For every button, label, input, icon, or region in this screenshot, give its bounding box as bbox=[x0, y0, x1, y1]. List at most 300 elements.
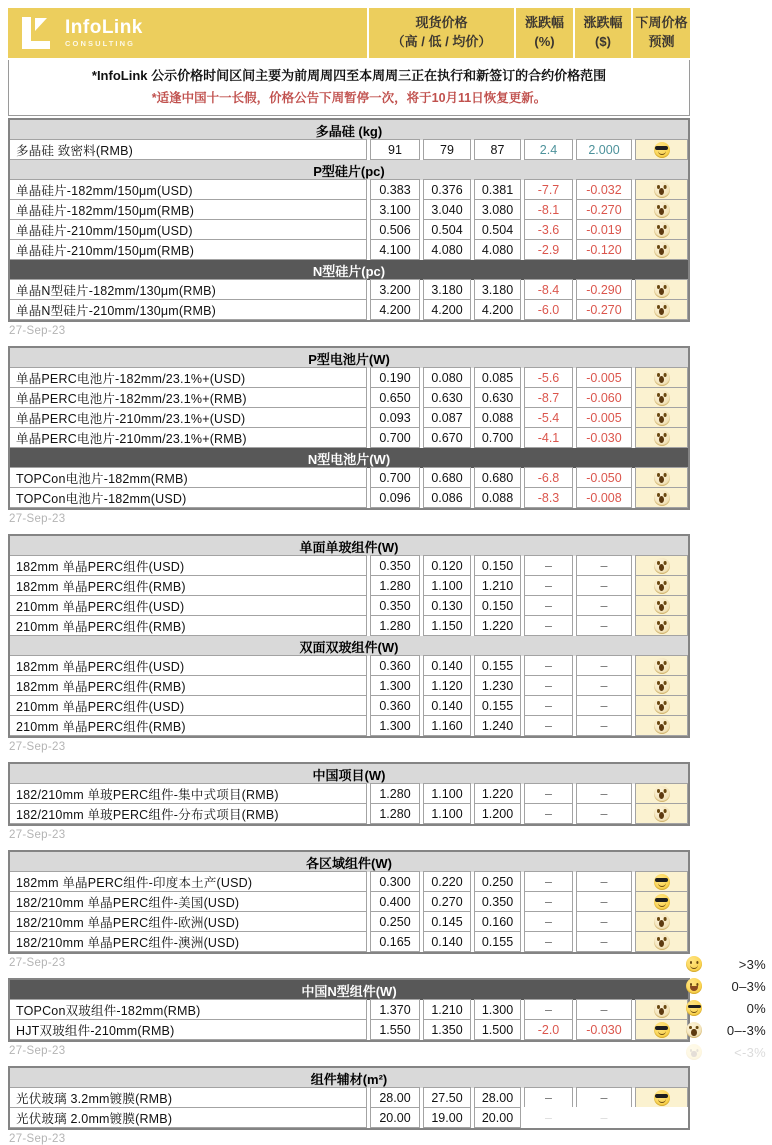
table-row bbox=[10, 279, 688, 300]
low-price-cell: 1.100 bbox=[423, 575, 471, 596]
infolink-logo-icon bbox=[22, 17, 56, 49]
change-pct-cell: – bbox=[524, 575, 573, 596]
low-price-cell: 4.200 bbox=[423, 299, 471, 320]
product-name-cell: 单晶硅片-182mm/150μm(USD) bbox=[10, 179, 367, 200]
avg-price-cell: 1.230 bbox=[474, 675, 521, 696]
table-row bbox=[10, 407, 688, 428]
avg-price-cell: 0.150 bbox=[474, 555, 521, 576]
avg-price-cell: 0.155 bbox=[474, 695, 521, 716]
high-price-cell: 1.370 bbox=[370, 999, 420, 1020]
sob-face-icon bbox=[686, 1044, 702, 1060]
forecast-cell bbox=[635, 695, 688, 716]
product-name-cell: 光伏玻璃 2.0mm镀膜(RMB) bbox=[10, 1107, 367, 1128]
scream-face-icon bbox=[654, 202, 670, 218]
change-usd-cell: – bbox=[576, 615, 632, 636]
price-table-group bbox=[8, 762, 690, 826]
product-name-cell: 182/210mm 单晶PERC组件-澳洲(USD) bbox=[10, 931, 367, 952]
price-table-group bbox=[8, 978, 690, 1042]
change-usd-cell: – bbox=[576, 575, 632, 596]
high-price-cell: 1.280 bbox=[370, 783, 420, 804]
change-pct-cell: – bbox=[524, 615, 573, 636]
legend bbox=[686, 956, 766, 1060]
low-price-cell: 1.120 bbox=[423, 675, 471, 696]
table-row bbox=[10, 675, 688, 696]
low-price-cell: 0.087 bbox=[423, 407, 471, 428]
low-price-cell: 0.670 bbox=[423, 427, 471, 448]
high-price-cell: 0.360 bbox=[370, 695, 420, 716]
high-price-cell: 0.093 bbox=[370, 407, 420, 428]
scream-face-icon bbox=[654, 410, 670, 426]
scream-face-icon bbox=[686, 1022, 702, 1038]
avg-price-cell: 1.200 bbox=[474, 803, 521, 824]
high-price-cell: 0.250 bbox=[370, 911, 420, 932]
avg-price-cell: 0.700 bbox=[474, 427, 521, 448]
scream-face-icon bbox=[654, 470, 670, 486]
low-price-cell: 3.180 bbox=[423, 279, 471, 300]
cool-face-icon bbox=[654, 142, 670, 158]
high-price-cell: 0.700 bbox=[370, 467, 420, 488]
table-row bbox=[10, 487, 688, 508]
forecast-cell bbox=[635, 615, 688, 636]
high-price-cell: 28.00 bbox=[370, 1087, 420, 1108]
legend-row bbox=[686, 1044, 766, 1060]
product-name-cell: 单晶PERC电池片-182mm/23.1%+(RMB) bbox=[10, 387, 367, 408]
forecast-cell bbox=[635, 675, 688, 696]
avg-price-cell: 0.381 bbox=[474, 179, 521, 200]
forecast-cell bbox=[635, 655, 688, 676]
cool-face-icon bbox=[654, 894, 670, 910]
date-stamp: 27-Sep-23 bbox=[9, 741, 66, 753]
section-header: N型电池片(W) bbox=[10, 448, 688, 468]
change-pct-cell: -2.0 bbox=[524, 1019, 573, 1040]
table-row bbox=[10, 1087, 688, 1108]
change-pct-cell: – bbox=[524, 891, 573, 912]
section-header: 多晶硅 (kg) bbox=[10, 120, 688, 140]
scream-face-icon bbox=[654, 282, 670, 298]
scream-face-icon bbox=[654, 430, 670, 446]
high-price-cell: 0.190 bbox=[370, 367, 420, 388]
scream-face-icon bbox=[654, 678, 670, 694]
change-pct-cell: – bbox=[524, 999, 573, 1020]
change-usd-cell: – bbox=[576, 675, 632, 696]
low-price-cell: 0.220 bbox=[423, 871, 471, 892]
change-pct-cell: -7.7 bbox=[524, 179, 573, 200]
cool-face-icon bbox=[654, 874, 670, 890]
table-row bbox=[10, 1107, 688, 1128]
spot-price-column-header: 现货价格 （高 / 低 / 均价） bbox=[369, 8, 514, 58]
change-usd-cell: -0.019 bbox=[576, 219, 632, 240]
legend-row bbox=[686, 978, 766, 994]
scream-face-icon bbox=[654, 222, 670, 238]
legend-row bbox=[686, 1022, 766, 1038]
low-price-cell: 79 bbox=[423, 139, 471, 160]
change-pct-cell: -4.1 bbox=[524, 427, 573, 448]
scream-face-icon bbox=[654, 578, 670, 594]
avg-price-cell: 28.00 bbox=[474, 1087, 521, 1108]
legend-label: 0% bbox=[746, 1000, 766, 1016]
avg-price-cell: 4.080 bbox=[474, 239, 521, 260]
note-price-range: *InfoLink 公示价格时间区间主要为前周周四至本周周三正在执行和新签订的合约价格范围 bbox=[91, 68, 607, 83]
forecast-cell bbox=[635, 387, 688, 408]
cool-face-icon bbox=[686, 1000, 702, 1016]
low-price-cell: 0.130 bbox=[423, 595, 471, 616]
avg-price-cell: 1.220 bbox=[474, 615, 521, 636]
product-name-cell: 单晶硅片-210mm/150μm(RMB) bbox=[10, 239, 367, 260]
low-price-cell: 1.150 bbox=[423, 615, 471, 636]
high-price-cell: 4.100 bbox=[370, 239, 420, 260]
high-price-cell: 1.280 bbox=[370, 615, 420, 636]
forecast-cell bbox=[635, 555, 688, 576]
forecast-cell bbox=[635, 891, 688, 912]
change-pct-cell: -5.6 bbox=[524, 367, 573, 388]
avg-price-cell: 0.088 bbox=[474, 407, 521, 428]
product-name-cell: 182mm 单晶PERC组件(RMB) bbox=[10, 575, 367, 596]
table-header-band bbox=[8, 8, 690, 58]
date-stamp: 27-Sep-23 bbox=[9, 325, 66, 337]
forecast-cell bbox=[635, 803, 688, 824]
low-price-cell: 19.00 bbox=[423, 1107, 471, 1128]
low-price-cell: 3.040 bbox=[423, 199, 471, 220]
note-holiday: *适逢中国十一长假，价格公告下周暂停一次，将于10月11日恢复更新。 bbox=[151, 91, 547, 105]
scream-face-icon bbox=[654, 182, 670, 198]
scream-face-icon bbox=[654, 598, 670, 614]
change-usd-cell: – bbox=[576, 803, 632, 824]
forecast-cell bbox=[635, 179, 688, 200]
section-header: 单面单玻组件(W) bbox=[10, 536, 688, 556]
high-price-cell: 91 bbox=[370, 139, 420, 160]
table-row bbox=[10, 199, 688, 220]
price-table-group bbox=[8, 346, 690, 510]
change-usd-cell: – bbox=[576, 715, 632, 736]
change-usd-cell: -0.030 bbox=[576, 1019, 632, 1040]
scream-face-icon bbox=[654, 302, 670, 318]
change-pct-column-header: 涨跌幅 (%) bbox=[516, 8, 573, 58]
scream-face-icon bbox=[654, 618, 670, 634]
high-price-cell: 0.300 bbox=[370, 871, 420, 892]
high-price-cell: 0.165 bbox=[370, 931, 420, 952]
forecast-cell bbox=[635, 911, 688, 932]
change-pct-cell: -8.3 bbox=[524, 487, 573, 508]
product-name-cell: 单晶N型硅片-210mm/130μm(RMB) bbox=[10, 299, 367, 320]
scream-face-icon bbox=[654, 242, 670, 258]
high-price-cell: 0.350 bbox=[370, 555, 420, 576]
product-name-cell: 单晶PERC电池片-210mm/23.1%+(USD) bbox=[10, 407, 367, 428]
change-usd-cell: – bbox=[576, 655, 632, 676]
avg-price-cell: 3.080 bbox=[474, 199, 521, 220]
change-pct-cell: – bbox=[524, 655, 573, 676]
product-name-cell: 210mm 单晶PERC组件(RMB) bbox=[10, 715, 367, 736]
grin-face-icon bbox=[686, 978, 702, 994]
notes-box bbox=[8, 60, 690, 116]
scream-face-icon bbox=[654, 806, 670, 822]
section-header: P型硅片(pc) bbox=[10, 160, 688, 180]
avg-price-cell: 1.220 bbox=[474, 783, 521, 804]
avg-price-cell: 0.680 bbox=[474, 467, 521, 488]
product-name-cell: 182mm 单晶PERC组件(USD) bbox=[10, 655, 367, 676]
forecast-cell bbox=[635, 783, 688, 804]
change-usd-cell: -0.005 bbox=[576, 367, 632, 388]
low-price-cell: 0.270 bbox=[423, 891, 471, 912]
table-row bbox=[10, 783, 688, 804]
product-name-cell: 单晶N型硅片-182mm/130μm(RMB) bbox=[10, 279, 367, 300]
change-usd-cell: – bbox=[576, 871, 632, 892]
change-pct-cell: -5.4 bbox=[524, 407, 573, 428]
change-pct-cell: – bbox=[524, 555, 573, 576]
section-header: 各区域组件(W) bbox=[10, 852, 688, 872]
change-pct-cell: -8.4 bbox=[524, 279, 573, 300]
forecast-cell bbox=[635, 219, 688, 240]
scream-face-icon bbox=[654, 718, 670, 734]
change-usd-cell: -0.060 bbox=[576, 387, 632, 408]
product-name-cell: 单晶PERC电池片-182mm/23.1%+(USD) bbox=[10, 367, 367, 388]
table-row bbox=[10, 695, 688, 716]
product-name-cell: 182/210mm 单晶PERC组件-美国(USD) bbox=[10, 891, 367, 912]
low-price-cell: 0.630 bbox=[423, 387, 471, 408]
product-name-cell: 182/210mm 单晶PERC组件-欧洲(USD) bbox=[10, 911, 367, 932]
table-row bbox=[10, 239, 688, 260]
table-row bbox=[10, 999, 688, 1020]
change-usd-cell: – bbox=[576, 1087, 632, 1108]
table-row bbox=[10, 931, 688, 952]
high-price-cell: 0.650 bbox=[370, 387, 420, 408]
change-pct-cell: – bbox=[524, 1107, 573, 1128]
change-pct-cell: -2.9 bbox=[524, 239, 573, 260]
table-row bbox=[10, 715, 688, 736]
change-pct-cell: – bbox=[524, 803, 573, 824]
change-pct-cell: – bbox=[524, 695, 573, 716]
low-price-cell: 0.504 bbox=[423, 219, 471, 240]
change-usd-cell: -0.008 bbox=[576, 487, 632, 508]
change-pct-cell: – bbox=[524, 715, 573, 736]
table-row bbox=[10, 911, 688, 932]
change-pct-cell: -3.6 bbox=[524, 219, 573, 240]
forecast-cell bbox=[635, 367, 688, 388]
low-price-cell: 1.350 bbox=[423, 1019, 471, 1040]
forecast-cell bbox=[635, 871, 688, 892]
avg-price-cell: 0.350 bbox=[474, 891, 521, 912]
change-usd-cell: 2.000 bbox=[576, 139, 632, 160]
low-price-cell: 27.50 bbox=[423, 1087, 471, 1108]
table-row bbox=[10, 891, 688, 912]
change-usd-cell: -0.032 bbox=[576, 179, 632, 200]
product-name-cell: 182mm 单晶PERC组件(USD) bbox=[10, 555, 367, 576]
low-price-cell: 0.120 bbox=[423, 555, 471, 576]
product-name-cell: 光伏玻璃 3.2mm镀膜(RMB) bbox=[10, 1087, 367, 1108]
section-header: 组件辅材(m²) bbox=[10, 1068, 688, 1088]
high-price-cell: 1.280 bbox=[370, 575, 420, 596]
avg-price-cell: 87 bbox=[474, 139, 521, 160]
table-row bbox=[10, 299, 688, 320]
brand-logo bbox=[8, 8, 367, 58]
product-name-cell: 单晶硅片-182mm/150μm(RMB) bbox=[10, 199, 367, 220]
change-pct-cell: – bbox=[524, 871, 573, 892]
change-usd-cell: – bbox=[576, 695, 632, 716]
change-pct-cell: – bbox=[524, 931, 573, 952]
scream-face-icon bbox=[654, 558, 670, 574]
forecast-cell bbox=[635, 487, 688, 508]
table-row bbox=[10, 219, 688, 240]
forecast-cell bbox=[635, 467, 688, 488]
forecast-cell bbox=[635, 931, 688, 952]
forecast-cell bbox=[635, 299, 688, 320]
change-usd-column-header: 涨跌幅 ($) bbox=[575, 8, 631, 58]
section-header: P型电池片(W) bbox=[10, 348, 688, 368]
avg-price-cell: 0.150 bbox=[474, 595, 521, 616]
scream-face-icon bbox=[654, 698, 670, 714]
forecast-cell bbox=[635, 1087, 688, 1108]
forecast-cell bbox=[635, 407, 688, 428]
scream-face-icon bbox=[654, 1002, 670, 1018]
scream-face-icon bbox=[654, 786, 670, 802]
table-row bbox=[10, 1019, 688, 1040]
change-pct-cell: – bbox=[524, 911, 573, 932]
forecast-column-header: 下周价格 预测 bbox=[633, 8, 690, 58]
high-price-cell: 0.700 bbox=[370, 427, 420, 448]
low-price-cell: 0.140 bbox=[423, 695, 471, 716]
change-usd-cell: -0.005 bbox=[576, 407, 632, 428]
avg-price-cell: 1.240 bbox=[474, 715, 521, 736]
high-price-cell: 0.360 bbox=[370, 655, 420, 676]
product-name-cell: TOPCon双玻组件-182mm(RMB) bbox=[10, 999, 367, 1020]
high-price-cell: 0.506 bbox=[370, 219, 420, 240]
forecast-cell bbox=[635, 595, 688, 616]
avg-price-cell: 3.180 bbox=[474, 279, 521, 300]
date-stamp: 27-Sep-23 bbox=[9, 829, 66, 841]
avg-price-cell: 20.00 bbox=[474, 1107, 521, 1128]
change-usd-cell: – bbox=[576, 911, 632, 932]
high-price-cell: 0.400 bbox=[370, 891, 420, 912]
forecast-cell bbox=[635, 279, 688, 300]
legend-label: 0–-3% bbox=[726, 1022, 766, 1038]
product-name-cell: TOPCon电池片-182mm(RMB) bbox=[10, 467, 367, 488]
change-usd-cell: – bbox=[576, 1107, 632, 1128]
table-row bbox=[10, 387, 688, 408]
low-price-cell: 0.376 bbox=[423, 179, 471, 200]
forecast-cell bbox=[635, 199, 688, 220]
legend-label: 0–3% bbox=[731, 978, 766, 994]
change-usd-cell: – bbox=[576, 999, 632, 1020]
high-price-cell: 3.200 bbox=[370, 279, 420, 300]
avg-price-cell: 1.210 bbox=[474, 575, 521, 596]
low-price-cell: 1.100 bbox=[423, 783, 471, 804]
brand-name: InfoLink bbox=[65, 17, 143, 39]
scream-face-icon bbox=[654, 390, 670, 406]
low-price-cell: 1.100 bbox=[423, 803, 471, 824]
product-name-cell: 210mm 单晶PERC组件(USD) bbox=[10, 695, 367, 716]
scream-face-icon bbox=[654, 658, 670, 674]
avg-price-cell: 0.155 bbox=[474, 931, 521, 952]
avg-price-cell: 0.085 bbox=[474, 367, 521, 388]
product-name-cell: HJT双玻组件-210mm(RMB) bbox=[10, 1019, 367, 1040]
legend-label: >3% bbox=[738, 956, 766, 972]
change-usd-cell: -0.030 bbox=[576, 427, 632, 448]
table-row bbox=[10, 615, 688, 636]
cool-face-icon bbox=[654, 1090, 670, 1106]
change-usd-cell: -0.270 bbox=[576, 299, 632, 320]
table-root bbox=[8, 118, 690, 1145]
high-price-cell: 1.280 bbox=[370, 803, 420, 824]
section-header: 双面双玻组件(W) bbox=[10, 636, 688, 656]
section-header: 中国项目(W) bbox=[10, 764, 688, 784]
date-stamp: 27-Sep-23 bbox=[9, 1133, 66, 1145]
scream-face-icon bbox=[654, 490, 670, 506]
product-name-cell: 182/210mm 单玻PERC组件-分布式项目(RMB) bbox=[10, 803, 367, 824]
date-stamp: 27-Sep-23 bbox=[9, 513, 66, 525]
change-usd-cell: -0.290 bbox=[576, 279, 632, 300]
change-usd-cell: – bbox=[576, 931, 632, 952]
forecast-cell bbox=[635, 575, 688, 596]
table-row bbox=[10, 179, 688, 200]
low-price-cell: 0.145 bbox=[423, 911, 471, 932]
forecast-cell bbox=[635, 1107, 688, 1128]
table-row bbox=[10, 655, 688, 676]
table-row bbox=[10, 427, 688, 448]
scream-face-icon bbox=[654, 370, 670, 386]
change-usd-cell: – bbox=[576, 891, 632, 912]
forecast-cell bbox=[635, 715, 688, 736]
change-usd-cell: -0.120 bbox=[576, 239, 632, 260]
high-price-cell: 0.096 bbox=[370, 487, 420, 508]
product-name-cell: 210mm 单晶PERC组件(USD) bbox=[10, 595, 367, 616]
product-name-cell: 182mm 单晶PERC组件-印度本土产(USD) bbox=[10, 871, 367, 892]
product-name-cell: 单晶PERC电池片-210mm/23.1%+(RMB) bbox=[10, 427, 367, 448]
cool-face-icon bbox=[654, 1022, 670, 1038]
low-price-cell: 0.680 bbox=[423, 467, 471, 488]
product-name-cell: 多晶硅 致密料(RMB) bbox=[10, 139, 367, 160]
avg-price-cell: 0.160 bbox=[474, 911, 521, 932]
change-pct-cell: – bbox=[524, 783, 573, 804]
price-table-group bbox=[8, 1066, 690, 1130]
avg-price-cell: 0.630 bbox=[474, 387, 521, 408]
product-name-cell: 182mm 单晶PERC组件(RMB) bbox=[10, 675, 367, 696]
table-row bbox=[10, 575, 688, 596]
smile-face-icon bbox=[686, 956, 702, 972]
table-row bbox=[10, 467, 688, 488]
table-row bbox=[10, 803, 688, 824]
table-row bbox=[10, 871, 688, 892]
forecast-cell bbox=[635, 999, 688, 1020]
section-header: 中国N型组件(W) bbox=[10, 980, 688, 1000]
table-row bbox=[10, 367, 688, 388]
low-price-cell: 1.160 bbox=[423, 715, 471, 736]
table-row bbox=[10, 595, 688, 616]
change-pct-cell: 2.4 bbox=[524, 139, 573, 160]
high-price-cell: 20.00 bbox=[370, 1107, 420, 1128]
avg-price-cell: 4.200 bbox=[474, 299, 521, 320]
high-price-cell: 1.550 bbox=[370, 1019, 420, 1040]
change-usd-cell: – bbox=[576, 595, 632, 616]
price-table-group bbox=[8, 534, 690, 738]
scream-face-icon bbox=[654, 914, 670, 930]
change-pct-cell: -8.7 bbox=[524, 387, 573, 408]
product-name-cell: TOPCon电池片-182mm(USD) bbox=[10, 487, 367, 508]
change-pct-cell: -8.1 bbox=[524, 199, 573, 220]
high-price-cell: 3.100 bbox=[370, 199, 420, 220]
change-usd-cell: -0.050 bbox=[576, 467, 632, 488]
forecast-cell bbox=[635, 427, 688, 448]
legend-row bbox=[686, 956, 766, 972]
avg-price-cell: 0.504 bbox=[474, 219, 521, 240]
low-price-cell: 0.080 bbox=[423, 367, 471, 388]
low-price-cell: 0.140 bbox=[423, 655, 471, 676]
avg-price-cell: 0.250 bbox=[474, 871, 521, 892]
forecast-cell bbox=[635, 1019, 688, 1040]
product-name-cell: 210mm 单晶PERC组件(RMB) bbox=[10, 615, 367, 636]
legend-label: <-3% bbox=[734, 1044, 766, 1060]
forecast-cell bbox=[635, 139, 688, 160]
low-price-cell: 0.140 bbox=[423, 931, 471, 952]
section-header: N型硅片(pc) bbox=[10, 260, 688, 280]
